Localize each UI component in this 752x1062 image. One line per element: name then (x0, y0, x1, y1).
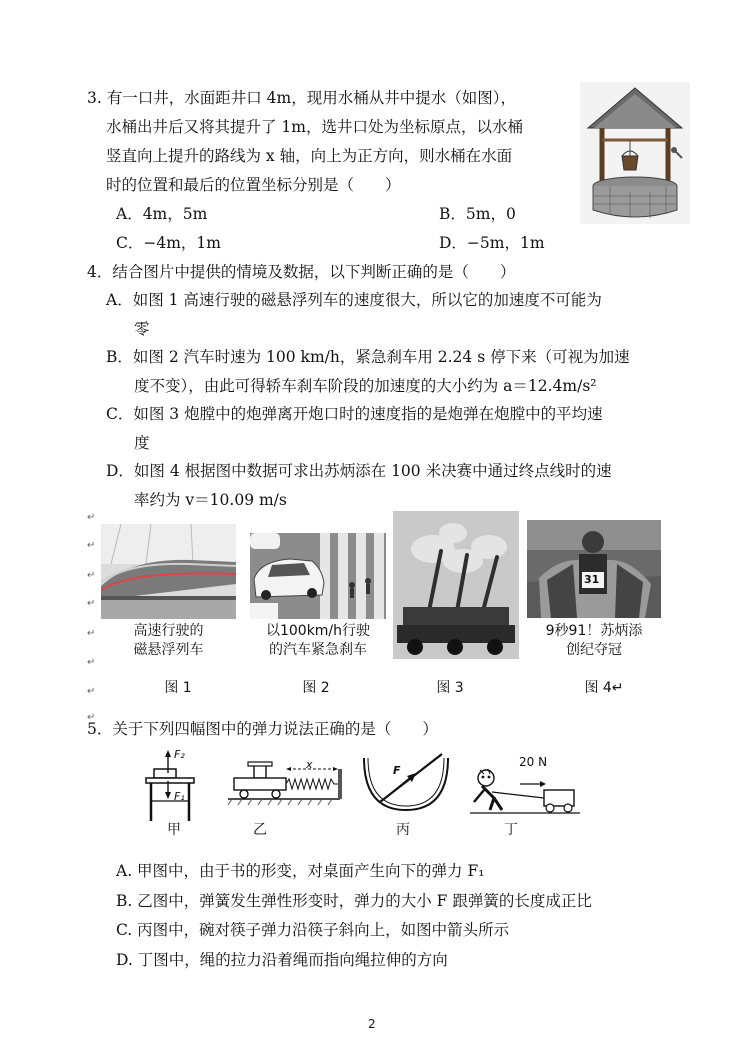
maglev-train-photo (101, 524, 236, 619)
paragraph-mark: ↵ (87, 540, 96, 551)
diagram-bing-bowl-chopstick (360, 752, 452, 814)
q4-option-a-line-2[interactable]: 零 (134, 320, 150, 338)
q5-line-1: 5．关于下列四幅图中的弹力说法正确的是（ ） (87, 720, 438, 738)
q5-option-b[interactable]: B. 乙图中，弹簧发生弹性形变时，弹力的大小 F 跟弹簧的长度成正比 (116, 892, 592, 910)
fig2-caption-line-1: 以100km/h行驶 (265, 623, 371, 639)
diagram-name-jia: 甲 (167, 822, 181, 838)
car-braking-photo (250, 533, 386, 619)
bib-number: 31 (584, 573, 600, 586)
diagram-name-yi: 乙 (253, 822, 267, 838)
well-illustration (580, 82, 690, 224)
fig3-label: 图 3 (436, 680, 464, 696)
fig1-label: 图 1 (164, 680, 192, 696)
fig1-caption-line-2: 磁悬浮列车 (133, 642, 204, 658)
fig2-label: 图 2 (302, 680, 330, 696)
paragraph-mark: ↵ (87, 512, 96, 523)
label-x: x (306, 758, 313, 771)
paragraph-mark: ↵ (87, 570, 96, 581)
sprinter-photo (527, 520, 661, 618)
q3-option-d[interactable]: D．−5m，1m (439, 234, 545, 252)
fig2-caption-line-2: 的汽车紧急刹车 (269, 642, 367, 658)
label-f1: F₁ (174, 790, 185, 803)
q4-option-b-line-1[interactable]: B．如图 2 汽车时速为 100 km/h，紧急刹车用 2.24 s 停下来（可视为加速 (106, 348, 630, 366)
q4-option-c-line-1[interactable]: C．如图 3 炮膛中的炮弹离开炮口时的速度指的是炮弹在炮膛中的平均速 (106, 405, 603, 423)
fig4-label: 图 4↵ (584, 680, 624, 696)
q3-line-2: 水桶出井后又将其提升了 1m，选井口处为坐标原点，以水桶 (106, 118, 523, 136)
q3-line-4: 时的位置和最后的位置坐标分别是（ ） (106, 176, 401, 194)
artillery-photo (393, 511, 519, 659)
paragraph-mark: ↵ (87, 657, 96, 668)
diagram-name-bing: 丙 (396, 822, 410, 838)
q4-line-1: 4．结合图片中提供的情境及数据，以下判断正确的是（ ） (87, 263, 516, 281)
label-f2: F₂ (174, 748, 185, 761)
q5-option-a[interactable]: A. 甲图中，由于书的形变，对桌面产生向下的弹力 F₁ (116, 862, 485, 880)
q4-option-b-line-2[interactable]: 度不变），由此可得轿车刹车阶段的加速度的大小约为 a＝12.4m/s² (134, 377, 597, 395)
diagram-yi-cart-spring (228, 761, 344, 807)
diagram-name-ding: 丁 (504, 822, 518, 838)
paragraph-mark: ↵ (87, 598, 96, 609)
q3-line-1: 3. 有一口井，水面距井口 4m，现用水桶从井中提水（如图）， (87, 89, 516, 107)
q4-option-d-line-1[interactable]: D．如图 4 根据图中数据可求出苏炳添在 100 米决赛中通过终点线时的速 (106, 462, 612, 480)
paragraph-mark: ↵ (87, 686, 96, 697)
paragraph-mark: ↵ (87, 628, 96, 639)
fig4-caption-line-1: 9秒91！苏炳添 (545, 623, 643, 639)
q3-option-a[interactable]: A．4m，5m (116, 205, 208, 223)
page-number: 2 (368, 1017, 376, 1031)
fig1-caption-line-1: 高速行驶的 (133, 623, 204, 639)
diagram-jia-book-on-table (142, 749, 202, 825)
diagram-ding-pulling-cart (470, 768, 580, 816)
q5-option-d[interactable]: D. 丁图中，绳的拉力沿着绳而指向绳拉伸的方向 (116, 951, 448, 969)
q3-option-c[interactable]: C．−4m，1m (116, 234, 221, 252)
label-20n: 20 N (519, 755, 548, 769)
q5-option-c[interactable]: C. 丙图中，碗对筷子弹力沿筷子斜向上，如图中箭头所示 (116, 921, 510, 939)
q4-option-c-line-2[interactable]: 度 (134, 434, 150, 452)
q3-option-b[interactable]: B．5m，0 (439, 205, 516, 223)
paragraph-mark: ↵ (87, 712, 96, 723)
q3-line-3: 竖直向上提升的路线为 x 轴，向上为正方向，则水桶在水面 (106, 147, 513, 165)
label-f: F (393, 764, 401, 777)
fig4-caption-line-2: 创纪夺冠 (566, 642, 622, 658)
q4-option-a-line-1[interactable]: A．如图 1 高速行驶的磁悬浮列车的速度很大，所以它的加速度不可能为 (106, 291, 602, 309)
q4-option-d-line-2[interactable]: 率约为 v＝10.09 m/s (134, 491, 287, 509)
